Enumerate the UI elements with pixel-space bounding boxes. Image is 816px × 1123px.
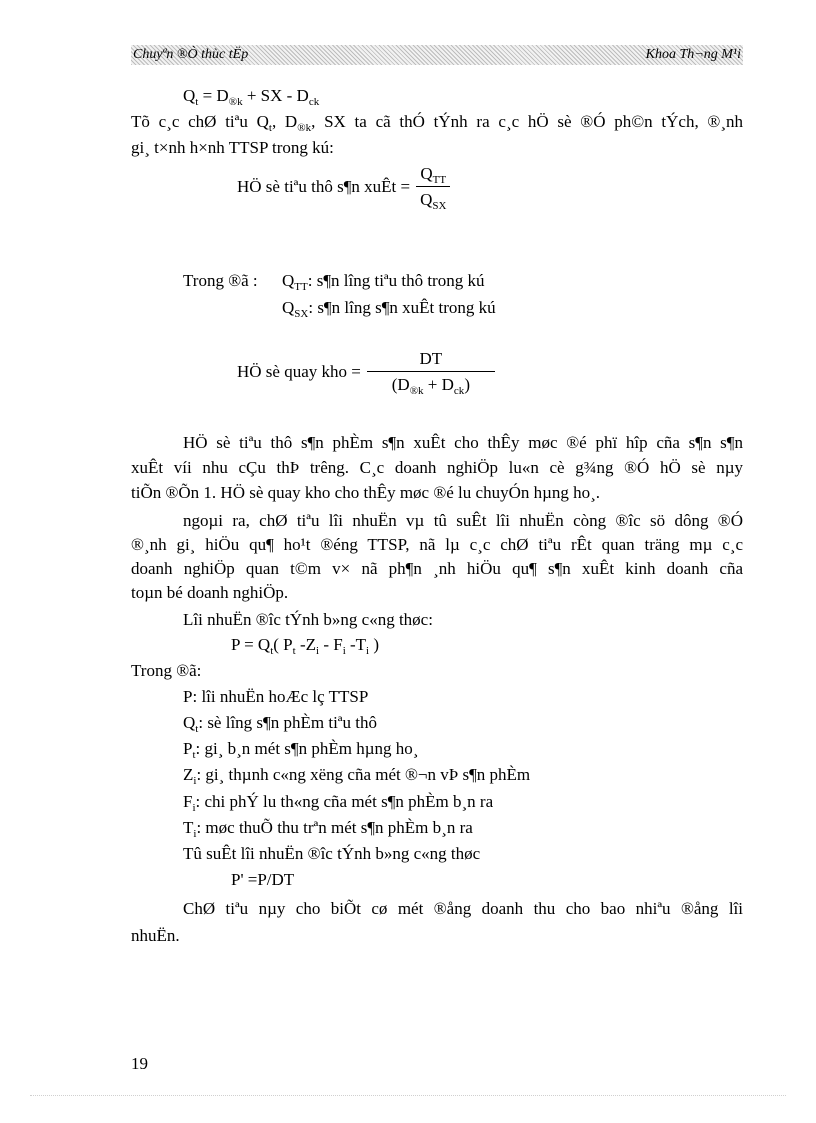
paragraph-profit-line3: doanh nghiÖp quan t©m v× nã ph¶n ¸nh hiÖu qu¶ s¶n xuÊt kinh doanh cña xyxy=(131,559,743,578)
formula-sales-ratio xyxy=(237,164,450,210)
formula-profit-rate: P' =P/DT xyxy=(231,870,295,889)
formula-profit: $P = Q_t$( $P_t$ $-Z_i - F_i$ $-T_i$ ) xyxy=(231,635,380,657)
definition-item: $F_i$: chi phÝ lu th«ng cña mét s¶n phÈm b¸n ra xyxy=(183,792,494,814)
formula-output-quantity: $Q_t = D_{®k}$ + SX - $D_{ck}$ xyxy=(183,86,320,108)
fraction-numerator: DT xyxy=(367,349,495,372)
page-header xyxy=(131,45,743,65)
fraction-numerator: $Q_{TT}$ xyxy=(416,164,450,187)
paragraph-ratio-explain-line2: xuÊt víi nhu cÇu thÞ trêng. C¸c doanh nghiÖp lu«n cè g¾ng ®Ó hÖ sè nµy xyxy=(131,458,743,477)
definition-item: P: lîi nhuËn hoÆc lç TTSP xyxy=(183,687,369,706)
paragraph-profit-line2: ®¸nh gi¸ hiÖu qu¶ ho¹t ®éng TTSP, nã lµ c¸c chØ tiªu rÊt quan träng mµ c¸c xyxy=(131,535,743,554)
definition-item: $T_i$: møc thuÕ thu trªn mét s¶n phÈm b¸n ra xyxy=(183,818,473,840)
definition-item: $P_t$: gi¸ b¸n mét s¶n phÈm hµng ho¸ xyxy=(183,739,419,761)
paragraph-intro-line1: Tõ c¸c chØ tiªu $Q_t$, $D_{®k}$, SX ta cã thÓ tÝnh ra c¸c hÖ sè ®Ó ph©n tÝch, ®¸nh xyxy=(131,112,744,134)
where-label-1: Trong ®ã : xyxy=(183,271,258,290)
fraction-denominator: $(D_{®k} + D_{ck})$ xyxy=(391,375,470,397)
definition-qtt: $Q_{TT}$: s¶n lîng tiªu thô trong kú xyxy=(282,271,485,293)
paragraph-ratio-explain-line3: tiÕn ®Õn 1. HÖ sè quay kho cho thÊy møc ®é lu chuyÓn hµng ho¸. xyxy=(131,483,601,502)
fraction-denominator: $Q_{SX}$ xyxy=(420,190,447,212)
where-label-2: Trong ®ã: xyxy=(131,661,202,680)
formula-lhs: HÖ sè tiªu thô s¶n xuÊt = xyxy=(237,177,411,196)
profit-intro: Lîi nhuËn ®îc tÝnh b»ng c«ng thøc: xyxy=(183,610,433,629)
paragraph-profit-line1: ngoµi ra, chØ tiªu lîi nhuËn vµ tû suÊt lîi nhuËn còng ®îc sö dông ®Ó xyxy=(183,511,743,530)
header-right-title: Khoa Th¬ng M¹i xyxy=(645,47,741,62)
paragraph-conclusion-line2: nhuËn. xyxy=(131,926,180,945)
definition-item: $Z_i$: gi¸ thµnh c«ng xëng cña mét ®¬n vÞ s¶n phÈm xyxy=(183,765,531,787)
paragraph-conclusion-line1: ChØ tiªu nµy cho biÕt cø mét ®ång doanh thu cho bao nhiªu ®ång lîi xyxy=(183,899,743,918)
rate-intro: Tû suÊt lîi nhuËn ®îc tÝnh b»ng c«ng thøc xyxy=(183,844,481,863)
paragraph-profit-line4: toµn bé doanh nghiÖp. xyxy=(131,583,289,602)
definition-item: $Q_t$: sè lîng s¶n phÈm tiªu thô xyxy=(183,713,377,735)
paragraph-intro-line2: gi¸ t×nh h×nh TTSP trong kú: xyxy=(131,138,334,157)
header-left-title: Chuyªn ®Ò thùc tËp xyxy=(133,47,249,62)
page-number: 19 xyxy=(131,1054,148,1073)
paragraph-ratio-explain-line1: HÖ sè tiªu thô s¶n phÈm s¶n xuÊt cho thÊy møc ®é phï hîp cña s¶n s¶n xyxy=(183,433,743,452)
footer-divider xyxy=(30,1095,786,1096)
formula-lhs: HÖ sè quay kho = xyxy=(237,362,361,381)
definition-qsx: $Q_{SX}$: s¶n lîng s¶n xuÊt trong kú xyxy=(282,298,496,320)
formula-inventory-turnover xyxy=(237,349,495,395)
